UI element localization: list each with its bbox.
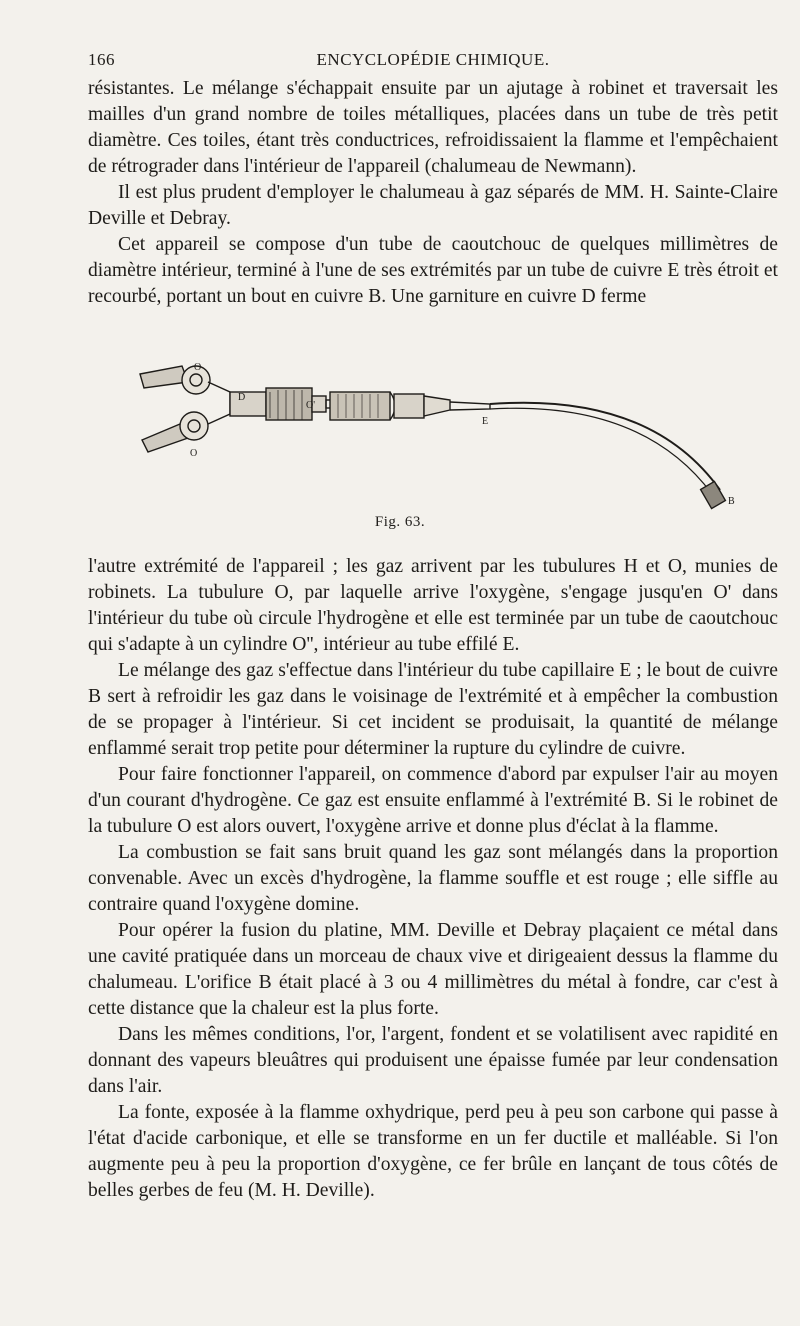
figure-label-d: D [238, 392, 246, 403]
text-block-top [88, 76, 778, 310]
page-number: 166 [88, 50, 115, 69]
figure-label-o-prime: O' [306, 400, 316, 411]
paragraph: La combustion se fait sans bruit quand les gaz sont mélangés dans la proportion convenable. Avec un excès d'hydrogène, la flamme souffle et est rouge ; elle siffle au contraire quand l'oxygène domine. [88, 842, 778, 915]
paragraph: Le mélange des gaz s'effectue dans l'intérieur du tube capillaire E ; le bout de cuivre B sert à refroidir les gaz dans le voisinage de l'extrémité et à empêcher la combustion de se propager à l'intérieur. Si cet incident se produisait, la quantité de mélange enflammé serait trop petite pour déterminer la rupture du cylindre de cuivre. [88, 660, 778, 759]
figure-label-e: E [482, 416, 489, 427]
figure-label-o-bottom: O [190, 448, 198, 459]
paragraph: résistantes. Le mélange s'échappait ensuite par un ajutage à robinet et traversait les mailles d'un grand nombre de toiles métalliques, placées dans un tube de très petit diamètre. Ces toiles, étant très conductrices, refroidissaient la flamme et l'empêchaient de rétrograder dans l'intérieur de l'appareil (chalumeau de Newmann). [88, 78, 778, 177]
figure-blowpipe-illustration [130, 352, 750, 522]
running-title: ENCYCLOPÉDIE CHIMIQUE. [316, 50, 550, 69]
paragraph: La fonte, exposée à la flamme oxhydrique, perd peu à peu son carbone qui passe à l'état d'acide carbonique, et elle se transforme en un fer ductile et malléable. Si l'on augmente peu à peu la proportion d'oxygène, ce fer brûle en lançant de tous côtés de belles gerbes de feu (M. H. Deville). [88, 1102, 778, 1201]
figure-label-b: B [728, 496, 735, 507]
figure-label-o-top: O [194, 362, 202, 373]
figure-caption: Fig. 63. [374, 514, 426, 530]
paragraph: Dans les mêmes conditions, l'or, l'argent, fondent et se volatilisent avec rapidité en donnant des vapeurs bleuâtres qui produisent une épaisse fumée par leur condensation dans l'air. [88, 1024, 778, 1097]
text-block-bottom [88, 554, 778, 1204]
paragraph: Cet appareil se compose d'un tube de caoutchouc de quelques millimètres de diamètre intérieur, terminé à l'une de ses extrémités par un tube de cuivre E très étroit et recourbé, portant un bout en cuivre B. Une garniture en cuivre D ferme [88, 234, 778, 307]
page-header [88, 50, 778, 76]
paragraph: l'autre extrémité de l'appareil ; les gaz arrivent par les tubulures H et O, munies de robinets. La tubulure O, par laquelle arrive l'oxygène, s'engage jusqu'en O' dans l'intérieur du tube où circule l'hydrogène et elle est terminée par un tube de caoutchouc qui s'adapte à un cylindre O'', intérieur au tube effilé E. [88, 556, 778, 655]
paragraph: Pour faire fonctionner l'appareil, on commence d'abord par expulser l'air au moyen d'un courant d'hydrogène. Ce gaz est ensuite enflammé à l'extrémité B. Si le robinet de la tubulure O est alors ouvert, l'oxygène arrive et donne plus d'éclat à la flamme. [88, 764, 778, 837]
paragraph: Il est plus prudent d'employer le chalumeau à gaz séparés de MM. H. Sainte-Claire Deville et Debray. [88, 182, 778, 229]
paragraph: Pour opérer la fusion du platine, MM. Deville et Debray plaçaient ce métal dans une cavité pratiquée dans un morceau de chaux vive et dirigeaient dessus la flamme du chalumeau. L'orifice B était placé à 3 ou 4 millimètres du métal à fondre, car c'est à cette distance que la chaleur est la plus forte. [88, 920, 778, 1019]
